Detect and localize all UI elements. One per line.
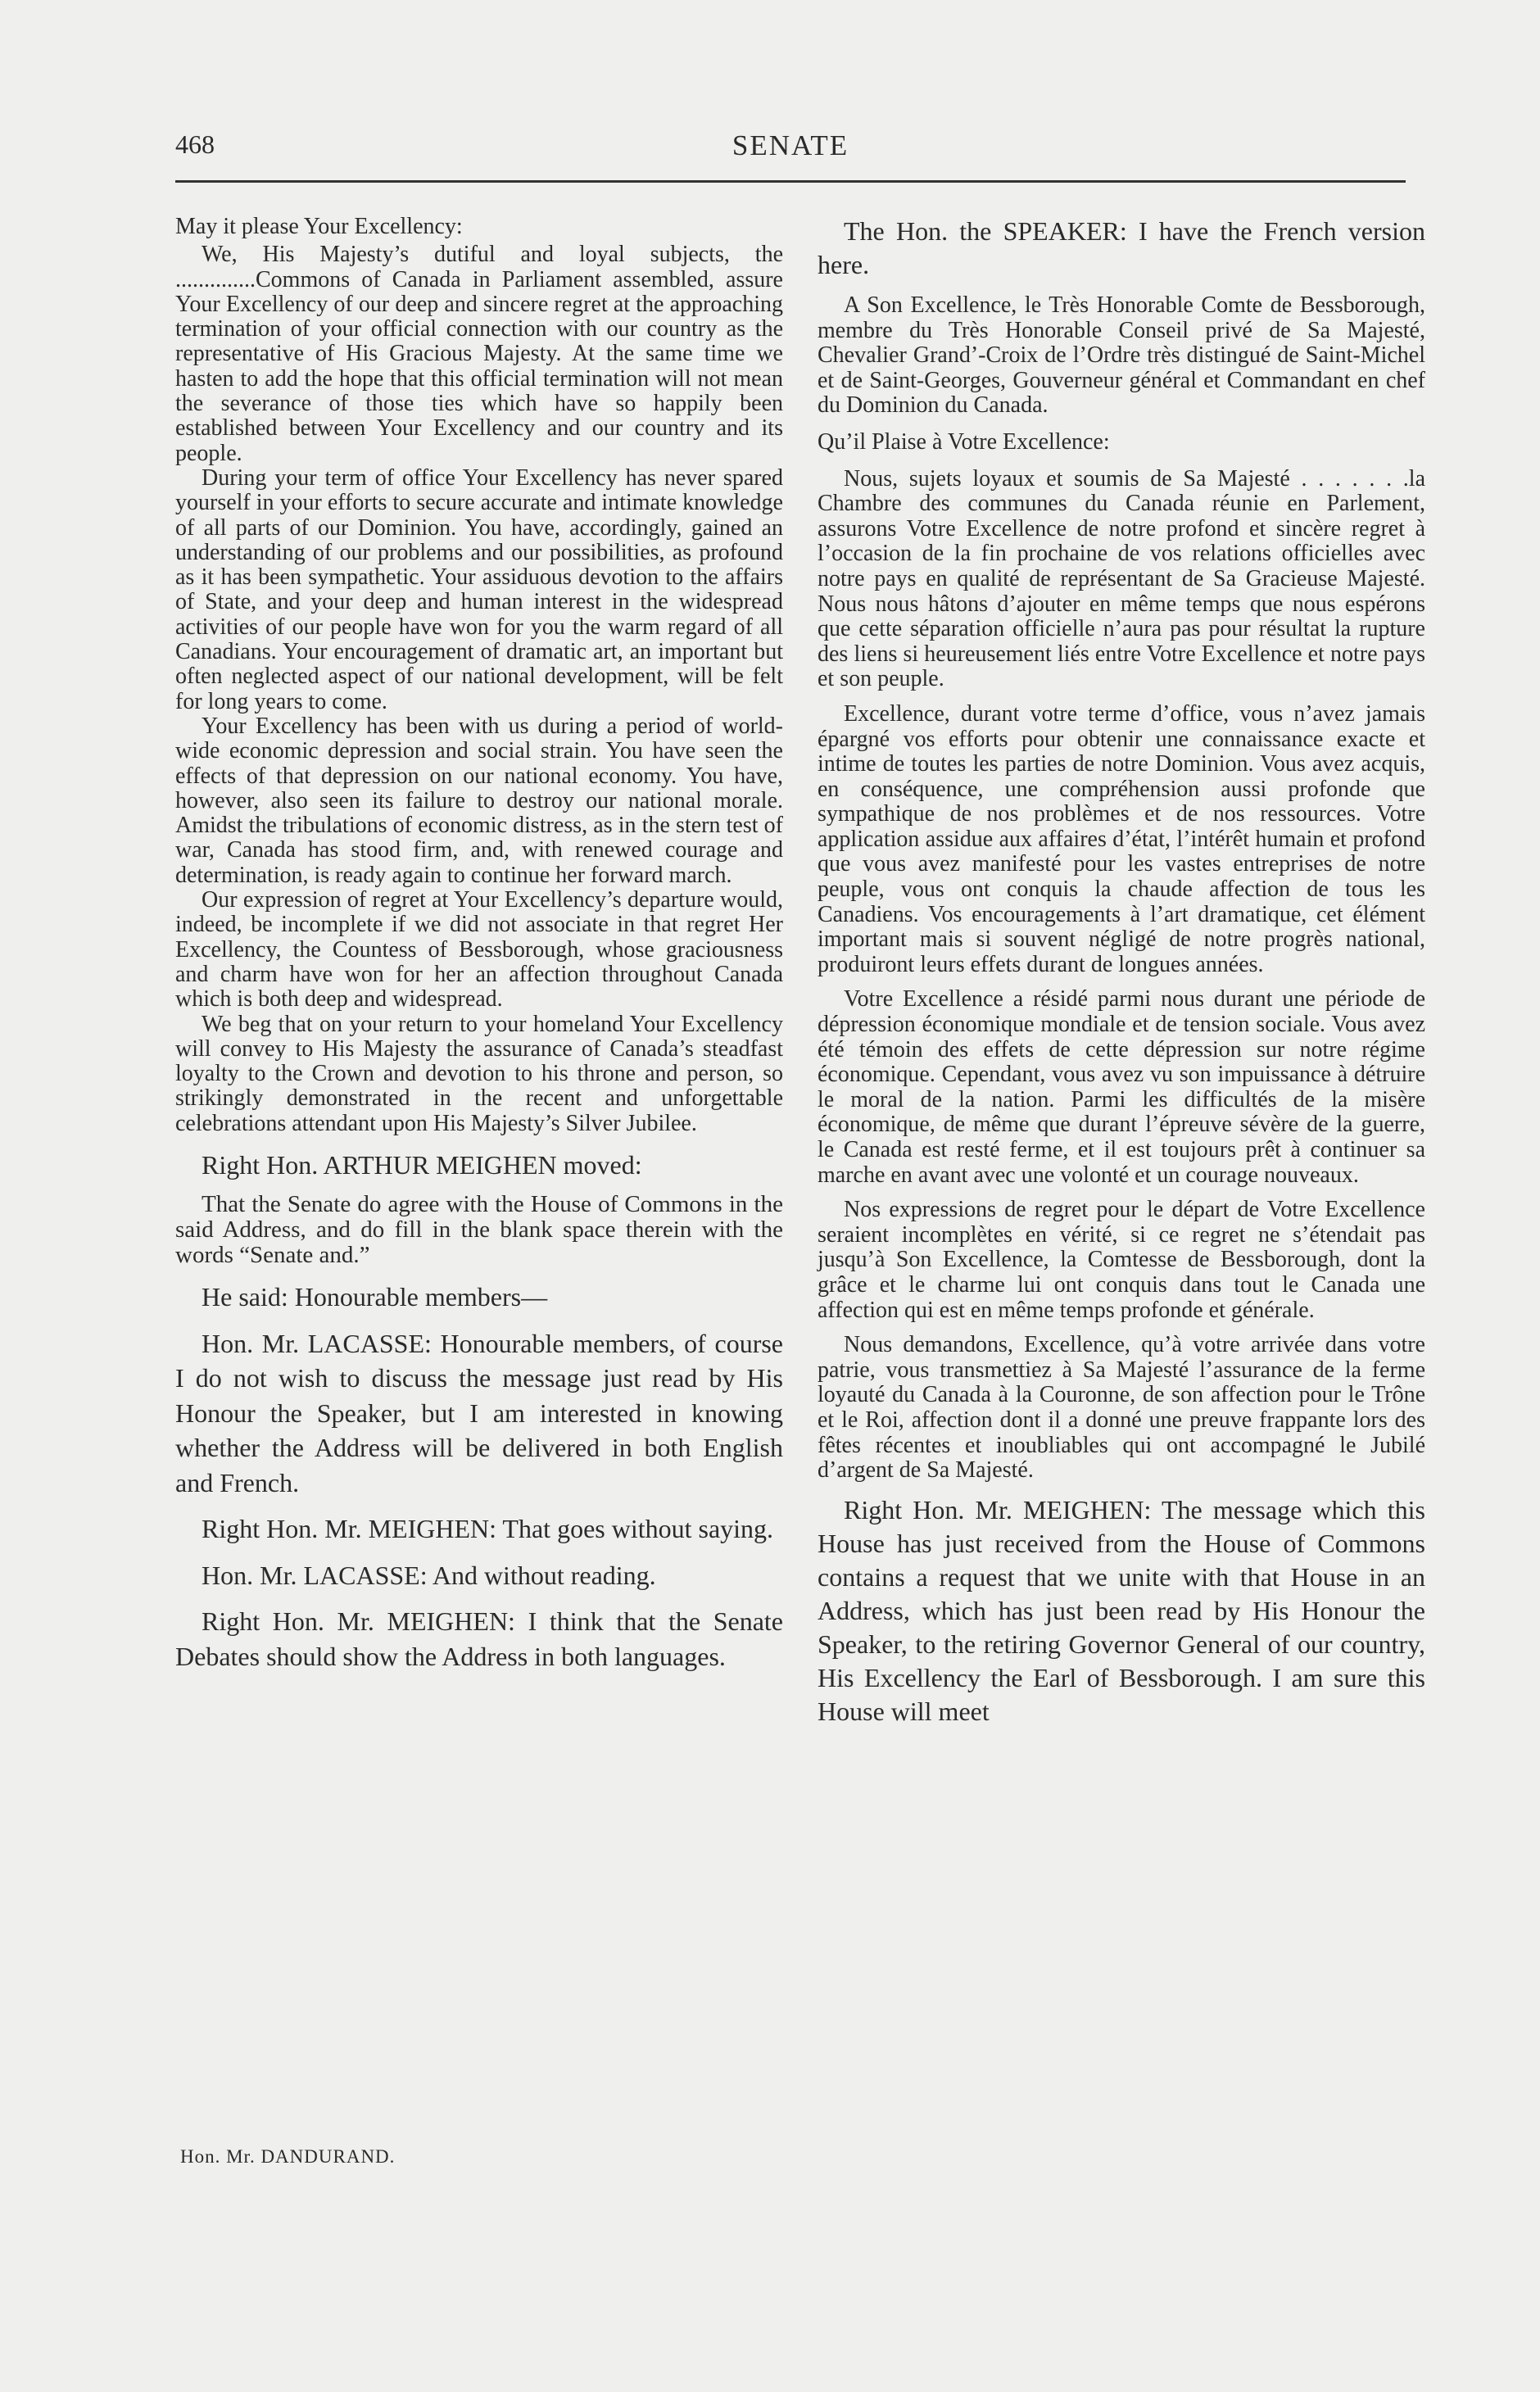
french-paragraph: Votre Excellence a résidé parmi nous durant une période de dépression économique mondiale et de tension sociale. Vous avez été témoin des effets de cette dépression sur notre régime économique. Cependant, vous avez vu son impuissance à détruire le moral de la nation. Parmi les difficultés de la misère économique, de même que durant l’épreuve sévère de la guerre, le Canada est resté ferme, et il est toujours prêt à continuer sa marche en avant avec une volonté et un courage nouveaux. xyxy=(818,986,1425,1188)
speech-paragraph: Right Hon. Mr. MEIGHEN: I think that the Senate Debates should show the Address in both languages. xyxy=(175,1606,783,1671)
left-column xyxy=(175,215,783,1685)
speech-paragraph: Hon. Mr. LACASSE: Honourable members, of course I do not wish to discuss the message just read by His Honour the Speaker, but I am interested in knowing whether the Address will be delivered in both English and French. xyxy=(175,1328,783,1497)
running-head: SENATE xyxy=(732,129,849,161)
french-paragraph: Excellence, durant votre terme d’office, vous n’avez jamais épargné vos efforts pour obtenir une connaissance exacte et intime de toutes les parties de notre Dominion. Vous avez acquis, en conséquence, une compréhension aussi profonde que sympathique de nos problèmes et de nos ressources. Votre application assidue aux affaires d’état, l’intérêt humain et profond que vous avez manifesté pour les vastes entreprises de notre peuple, vous ont conquis la chaude affection de tous les Canadiens. Vos encouragements à l’art dramatique, cet élément important mais si souvent négligé de notre progrès national, produiront leurs effets durant de longues années. xyxy=(818,700,1425,977)
speech-paragraph: He said: Honourable members— xyxy=(202,1282,548,1312)
speech-paragraph: Hon. Mr. LACASSE: And without reading. xyxy=(202,1560,656,1590)
closing-speech: Right Hon. Mr. MEIGHEN: The message which this House has just received from the House of Commons contains a request that we unite with that House in an Address, which has just been read by His Honour the Speaker, to the retiring Governor General of our country, His Excellency the Earl of Bessborough. I am sure this House will meet xyxy=(818,1494,1425,1726)
page-number: 468 xyxy=(175,129,215,159)
speech-paragraph: Right Hon. ARTHUR MEIGHEN moved: xyxy=(202,1149,642,1180)
french-heading: A Son Excellence, le Très Honorable Comte de Bessborough, membre du Très Honorable Conseil privé de Sa Majesté, Chevalier Grand’-Croix de l’Ordre très distingué de Saint-Michel et de Saint-Georges, Gouverneur général et Commandant en chef du Dominion du Canada. xyxy=(818,292,1425,419)
speaker-intro: The Hon. the SPEAKER: I have the French version here. xyxy=(818,216,1425,279)
address-paragraph: We, His Majesty’s dutiful and loyal subjects, the ..............Commons of Canada in Parliament assembled, assure Your Excellency of our deep and sincere regret at the approaching termination of your official connection with our country as the representative of His Gracious Majesty. At the same time we hasten to add the hope that this official termination will not mean the severance of those ties which have so happily been established between Your Excellency and our country and its people. xyxy=(175,242,783,466)
motion-text: That the Senate do agree with the House of Commons in the said Address, and do fill in the blank space therein with the words “Senate and.” xyxy=(175,1191,783,1269)
address-paragraph: During your term of office Your Excellency has never spared yourself in your efforts to secure accurate and intimate knowledge of all parts of our Dominion. You have, accordingly, gained an understanding of our problems and our possibilities, as profound as it has been sympathetic. Your assiduous devotion to the affairs of State, and your deep and human interest in the widespread activities of our people have won for you the warm regard of all Canadians. Your encouragement of dramatic art, an important but often neglected aspect of our national development, will be felt for long years to come. xyxy=(175,464,783,714)
footer-note: Hon. Mr. DANDURAND. xyxy=(180,2146,396,2167)
address-salutation: May it please Your Excellency: xyxy=(175,214,463,239)
address-paragraph: Our expression of regret at Your Excellency’s departure would, indeed, be incomplete if we did not associate in that regret Her Excellency, the Countess of Bessborough, whose graciousness and charm have won for her an affection throughout Canada which is both deep and widespread. xyxy=(175,887,783,1013)
speech-paragraph: Right Hon. Mr. MEIGHEN: That goes without saying. xyxy=(202,1514,774,1544)
french-paragraph: Nos expressions de regret pour le départ de Votre Excellence seraient incomplètes en vérité, si ce regret ne s’étendait pas jusqu’à Son Excellence, la Comtesse de Bessborough, dont la grâce et le charme lui ont conquis dans tout le Canada une affection qui est en même temps profonde et générale. xyxy=(818,1197,1425,1323)
header-rule xyxy=(175,180,1406,183)
french-salutation: Qu’il Plaise à Votre Excellence: xyxy=(818,428,1110,455)
address-paragraph: Your Excellency has been with us during a period of world-wide economic depression and social strain. You have seen the effects of that depression on our national economy. You have, however, also seen its failure to destroy our national morale. Amidst the tribulations of economic distress, as in the stern test of war, Canada has stood firm, and, with renewed courage and determination, is ready again to continue her forward march. xyxy=(175,713,783,888)
french-paragraph: Nous demandons, Excellence, qu’à votre arrivée dans votre patrie, vous transmettiez à Sa Majesté l’assurance de la ferme loyauté du Canada à la Couronne, de son affection pour le Trône et le Roi, affection dont il a donné une preuve frappante lors des fêtes récentes et inoubliables qui ont accompagné le Jubilé d’argent de Sa Majesté. xyxy=(818,1332,1425,1484)
page-header xyxy=(175,129,1406,165)
right-column xyxy=(818,215,1425,1740)
french-paragraph: Nous, sujets loyaux et soumis de Sa Majesté . . . . . . .la Chambre des communes du Canada réunie en Parlement, assurons Votre Excellence de notre profond et sincère regret à l’occasion de la fin prochaine de vos relations officielles avec notre pays en qualité de représentant de Sa Gracieuse Majesté. Nous nous hâtons d’ajouter en même temps que nous espérons que cette séparation officielle n’aura pas pour résultat la rupture des liens si heureusement liés entre Votre Excellence et notre pays et son peuple. xyxy=(818,465,1425,692)
address-paragraph: We beg that on your return to your homeland Your Excellency will convey to His Majesty the assurance of Canada’s steadfast loyalty to the Crown and devotion to his throne and person, so strikingly demonstrated in the recent and unforgettable celebrations attendant upon His Majesty’s Silver Jubilee. xyxy=(175,1011,783,1136)
